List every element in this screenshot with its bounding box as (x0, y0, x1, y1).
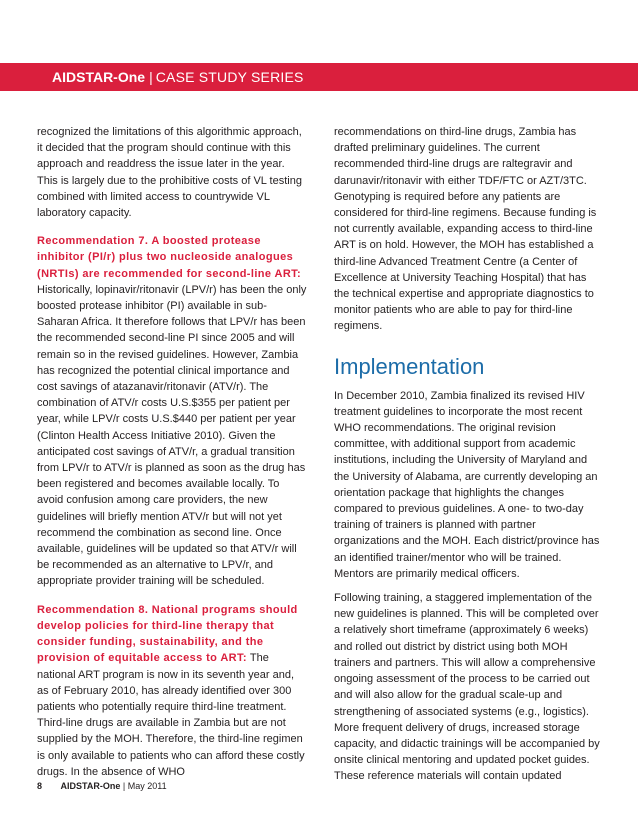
implementation-paragraph-1: In December 2010, Zambia finalized its revised HIV treatment guidelines to incorporate the most recent WHO recommendations. The original revision committee, with additional support from academic institutions, including the University of Maryland and the University of Alabama, are currently developing an orientation package that highlights the changes compared to previous guidelines. A one- to two-day training of trainers is planned with partner organizations and the MOH. Each district/province has an identified trainer/mentor who will be trained. Mentors are primarily medical officers. (334, 389, 600, 580)
series-banner (0, 63, 638, 91)
page-footer (37, 781, 167, 792)
right-column (334, 124, 604, 785)
continued-paragraph: recommendations on third-line drugs, Zambia has drafted preliminary guidelines. The current recommended third-line drugs are raltegravir and darunavir/ritonavir with either TDF/FTC or AZT/3TC. Genotyping is required before any patients are considered for third-line regimens. Because funding is not currently available, expanding access to third-line ART is on hold. However, the MOH has established a third-line Advanced Treatment Centre (a Center of Excellence at University Teaching Hospital) that has the technical expertise and appropriate diagnostics to monitor patients who are able to pay for third-line regimens. (334, 126, 597, 333)
page-number: 8 (37, 781, 43, 791)
banner-separator: | (149, 69, 153, 85)
section-heading-implementation: Implementation (334, 353, 485, 379)
recommendation-7-body: Historically, lopinavir/ritonavir (LPV/r) has been the only boosted protease inhibitor (PI) available in sub-Saharan Africa. It therefore follows that LPV/r has been the recommended second-line PI since 2005 and will remain so in the revised guidelines. However, Zambia has recognized the potential clinical importance and cost savings of atazanavir/ritonavir (ATV/r). The combination of ATV/r costs U.S.$355 per patient per year, while LPV/r costs U.S.$440 per patient per year (Clinton Health Access Initiative 2010). Given the anticipated cost savings of ATV/r, a gradual transition from LPV/r to ATV/r is planned as soon as the drug has been registered and becomes available locally. To avoid confusion among care providers, the new guidelines will briefly mention ATV/r but will not yet recommend the combination as second line. Once available, guidelines will be updated so that ATV/r will be recommended as an alternative to LPV/r, and appropriate provider training will be scheduled. (37, 283, 307, 588)
footer-date: | May 2011 (122, 781, 167, 791)
recommendation-7 (37, 233, 307, 589)
brand-name: AIDSTAR-One (52, 69, 146, 85)
recommendation-8 (37, 602, 307, 780)
left-column (37, 124, 307, 780)
recommendation-8-body: The national ART program is now in its seventh year and, as of February 2010, has already identified over 300 patients who potentially require third-line treatment. Third-line drugs are available in Zambia but are not supplied by the MOH. Therefore, the third-line regimen is only available to patients who can afford these costly drugs. In the absence of WHO (37, 652, 305, 778)
recommendation-7-heading: Recommendation 7. A boosted protease inhibitor (PI/r) plus two nucleoside analogues (NRTIs) are recommended for second-line ART: (37, 235, 302, 280)
implementation-paragraph-2: Following training, a staggered implementation of the new guidelines is planned. This will be completed over a relatively short timeframe (approximately 6 weeks) and rolled out district by district using both MOH trainers and partners. This will allow a comprehensive ongoing assessment of the process to be carried out and will also allow for the gradual scale-up and strengthening of associated systems (e.g., logistics). More frequent delivery of drugs, increased storage capacity, and didactic trainings will be accompanied by onsite clinical mentoring and updated pocket guides. These reference materials will contain updated (334, 592, 600, 783)
series-name: CASE STUDY SERIES (155, 69, 304, 85)
intro-paragraph: recognized the limitations of this algorithmic approach, it decided that the program should continue with this approach and readdress the issue later in the year. This is largely due to the prohibitive costs of VL testing combined with limited access to countrywide VL laboratory capacity. (37, 126, 302, 220)
footer-brand: AIDSTAR-One (60, 781, 121, 791)
banner-title (52, 69, 304, 85)
recommendation-8-heading: Recommendation 8. National programs should develop policies for third-line therapy that consider funding, sustainability, and the provision of equitable access to ART: (37, 603, 298, 665)
